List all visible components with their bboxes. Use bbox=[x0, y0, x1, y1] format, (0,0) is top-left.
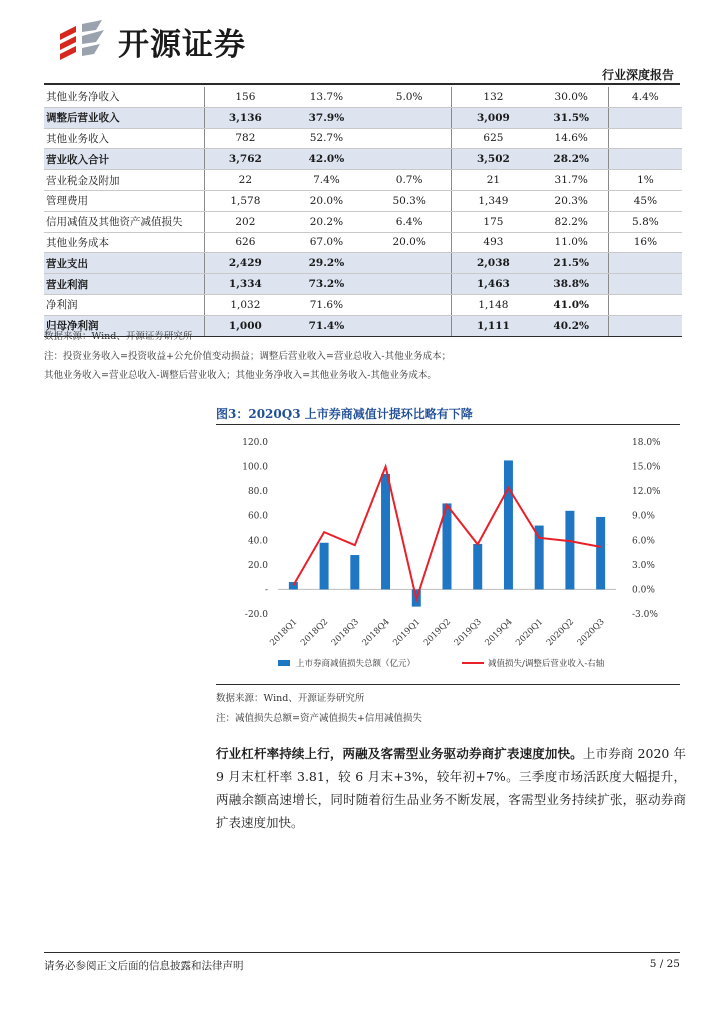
figure-divider bbox=[216, 424, 680, 425]
y-left-tick-label: 100.0 bbox=[242, 462, 268, 473]
impairment-bar bbox=[535, 526, 544, 590]
table-row bbox=[44, 232, 682, 253]
table-cell: 1,111 bbox=[452, 315, 535, 336]
table-cell: 71.6% bbox=[286, 294, 367, 315]
impairment-bar bbox=[381, 474, 390, 589]
legend-bar-label: 上市券商减值损失总额（亿元） bbox=[296, 659, 416, 669]
y-right-tick-label: 0.0% bbox=[632, 585, 655, 596]
row-label: 营业支出 bbox=[44, 253, 204, 274]
impairment-chart bbox=[216, 426, 680, 682]
table-row bbox=[44, 149, 682, 170]
row-label: 净利润 bbox=[44, 294, 204, 315]
table-cell: 175 bbox=[452, 211, 535, 232]
table-cell: 14.6% bbox=[535, 128, 609, 149]
table-cell: 28.2% bbox=[535, 149, 609, 170]
table-cell: 71.4% bbox=[286, 315, 367, 336]
impairment-bar bbox=[289, 582, 298, 589]
y-left-tick-label: 80.0 bbox=[247, 487, 268, 498]
table-cell bbox=[608, 253, 682, 274]
table-cell: 30.0% bbox=[535, 87, 609, 107]
table-cell: 13.7% bbox=[286, 87, 367, 107]
table-cell: 1,334 bbox=[204, 274, 285, 295]
table-cell bbox=[367, 107, 452, 128]
impairment-bar bbox=[350, 555, 359, 589]
table-note: 其他业务收入=营业总收入-调整后营业收入；其他业务净收入=其他业务收入-其他业务成本。 bbox=[44, 370, 437, 381]
table-cell: 31.5% bbox=[535, 107, 609, 128]
row-label: 其他业务收入 bbox=[44, 128, 204, 149]
row-label: 调整后营业收入 bbox=[44, 107, 204, 128]
y-left-tick-label: 60.0 bbox=[247, 511, 268, 522]
table-cell: 5.8% bbox=[608, 211, 682, 232]
table-cell: 3,502 bbox=[452, 149, 535, 170]
table-cell bbox=[367, 253, 452, 274]
table-cell bbox=[608, 315, 682, 336]
legend-bar-swatch bbox=[278, 660, 290, 666]
table-cell: 21 bbox=[452, 170, 535, 191]
table-cell: 50.3% bbox=[367, 190, 452, 211]
table-cell: 52.7% bbox=[286, 128, 367, 149]
page-number: 5 / 25 bbox=[649, 958, 680, 970]
table-cell: 37.9% bbox=[286, 107, 367, 128]
table-cell: 22 bbox=[204, 170, 285, 191]
header-divider bbox=[44, 83, 680, 85]
impairment-bar bbox=[565, 511, 574, 590]
x-tick-label: 2019Q1 bbox=[391, 617, 423, 649]
table-cell bbox=[367, 315, 452, 336]
table-cell bbox=[367, 128, 452, 149]
figure-note: 注：减值损失总额=资产减值损失+信用减值损失 bbox=[216, 713, 422, 724]
table-row bbox=[44, 170, 682, 191]
x-tick-label: 2019Q2 bbox=[421, 617, 454, 649]
company-logo bbox=[56, 18, 246, 64]
row-label: 信用减值及其他资产减值损失 bbox=[44, 211, 204, 232]
y-left-tick-label: 120.0 bbox=[242, 438, 268, 448]
y-right-tick-label: 6.0% bbox=[632, 536, 655, 547]
table-cell: 2,038 bbox=[452, 253, 535, 274]
y-left-tick-label: -20.0 bbox=[244, 610, 268, 620]
table-cell: 73.2% bbox=[286, 274, 367, 295]
table-cell: 202 bbox=[204, 211, 285, 232]
table-cell: 6.4% bbox=[367, 211, 452, 232]
y-right-tick-label: 18.0% bbox=[632, 438, 661, 448]
table-cell: 3,762 bbox=[204, 149, 285, 170]
impairment-bar bbox=[473, 544, 482, 589]
table-cell: 3,009 bbox=[452, 107, 535, 128]
table-note: 注：投资业务收入=投资收益+公允价值变动损益；调整后营业收入=营业总收入-其他业务成本； bbox=[44, 351, 452, 362]
financial-table bbox=[44, 87, 682, 337]
table-cell bbox=[608, 274, 682, 295]
table-cell: 493 bbox=[452, 232, 535, 253]
table-cell: 1,148 bbox=[452, 294, 535, 315]
brand-mark-icon bbox=[56, 20, 108, 62]
row-label: 其他业务净收入 bbox=[44, 87, 204, 107]
table-cell: 782 bbox=[204, 128, 285, 149]
table-cell: 132 bbox=[452, 87, 535, 107]
table-cell bbox=[367, 294, 452, 315]
row-label: 归母净利润 bbox=[44, 315, 204, 336]
row-label: 营业收入合计 bbox=[44, 149, 204, 170]
y-right-tick-label: 9.0% bbox=[632, 511, 655, 522]
table-cell: 41.0% bbox=[535, 294, 609, 315]
table-cell: 1,463 bbox=[452, 274, 535, 295]
y-right-tick-label: 15.0% bbox=[632, 462, 661, 473]
footer-divider bbox=[44, 952, 680, 953]
x-tick-label: 2018Q3 bbox=[329, 617, 361, 649]
figure-divider bbox=[216, 684, 680, 685]
table-cell: 45% bbox=[608, 190, 682, 211]
table-cell bbox=[367, 274, 452, 295]
table-row bbox=[44, 128, 682, 149]
brand-name: 开源证券 bbox=[118, 26, 246, 63]
x-tick-label: 2018Q1 bbox=[268, 617, 300, 649]
y-right-tick-label: 12.0% bbox=[632, 487, 661, 498]
table-cell: 21.5% bbox=[535, 253, 609, 274]
table-row bbox=[44, 107, 682, 128]
table-source: 数据来源：Wind、开源证券研究所 bbox=[44, 331, 193, 342]
table-row bbox=[44, 253, 682, 274]
table-cell: 40.2% bbox=[535, 315, 609, 336]
x-tick-label: 2018Q4 bbox=[360, 617, 392, 649]
row-label: 营业税金及附加 bbox=[44, 170, 204, 191]
table-cell bbox=[608, 128, 682, 149]
table-cell: 1% bbox=[608, 170, 682, 191]
table-cell bbox=[367, 149, 452, 170]
footer-disclaimer: 请务必参阅正文后面的信息披露和法律声明 bbox=[44, 960, 244, 972]
legend-line-label: 减值损失/调整后营业收入-右轴 bbox=[488, 659, 605, 669]
table-cell: 156 bbox=[204, 87, 285, 107]
table-cell: 20.3% bbox=[535, 190, 609, 211]
table-cell: 29.2% bbox=[286, 253, 367, 274]
table-cell: 20.2% bbox=[286, 211, 367, 232]
impairment-bar bbox=[320, 543, 329, 590]
y-left-tick-label: 40.0 bbox=[247, 536, 268, 547]
table-cell: 11.0% bbox=[535, 232, 609, 253]
row-label: 管理费用 bbox=[44, 190, 204, 211]
table-cell: 7.4% bbox=[286, 170, 367, 191]
table-cell: 16% bbox=[608, 232, 682, 253]
body-paragraph bbox=[216, 742, 686, 834]
table-cell: 1,032 bbox=[204, 294, 285, 315]
table-cell: 0.7% bbox=[367, 170, 452, 191]
x-tick-label: 2019Q4 bbox=[483, 617, 515, 649]
x-tick-label: 2020Q2 bbox=[544, 617, 577, 649]
table-row bbox=[44, 294, 682, 315]
table-cell: 38.8% bbox=[535, 274, 609, 295]
table-cell: 2,429 bbox=[204, 253, 285, 274]
table-cell: 20.0% bbox=[367, 232, 452, 253]
y-left-tick-label: - bbox=[264, 585, 268, 596]
table-cell: 20.0% bbox=[286, 190, 367, 211]
table-cell: 1,349 bbox=[452, 190, 535, 211]
x-tick-label: 2019Q3 bbox=[452, 617, 484, 649]
report-type: 行业深度报告 bbox=[601, 68, 674, 82]
paragraph-body: 上市券商 2020 年 9 月末杠杆率 3.81，较 6 月末+3%，较年初+7%。三季度市场活跃度大幅提升，两融余额高速增长，同时随着衍生品业务不断发展，客需型业务持续扩张，驱动券商扩表速度加快。 bbox=[216, 746, 686, 830]
chart-legend bbox=[278, 658, 605, 669]
table-row bbox=[44, 274, 682, 295]
x-tick-label: 2018Q2 bbox=[299, 617, 331, 649]
table-row bbox=[44, 190, 682, 211]
y-right-tick-label: -3.0% bbox=[632, 610, 658, 620]
row-label: 其他业务成本 bbox=[44, 232, 204, 253]
table-row bbox=[44, 211, 682, 232]
table-cell: 67.0% bbox=[286, 232, 367, 253]
table-cell: 1,000 bbox=[204, 315, 285, 336]
y-left-tick-label: 20.0 bbox=[247, 560, 268, 571]
table-cell: 42.0% bbox=[286, 149, 367, 170]
impairment-bar bbox=[504, 460, 513, 589]
y-right-tick-label: 3.0% bbox=[632, 560, 655, 571]
table-cell: 31.7% bbox=[535, 170, 609, 191]
table-cell: 82.2% bbox=[535, 211, 609, 232]
paragraph-lead: 行业杠杆率持续上行，两融及客需型业务驱动券商扩表速度加快。 bbox=[216, 746, 583, 761]
table-cell bbox=[608, 294, 682, 315]
x-tick-label: 2020Q1 bbox=[514, 617, 546, 649]
x-tick-label: 2020Q3 bbox=[575, 617, 607, 649]
row-label: 营业利润 bbox=[44, 274, 204, 295]
figure-title: 图3：2020Q3 上市券商减值计提环比略有下降 bbox=[216, 407, 473, 421]
impairment-bar bbox=[596, 517, 605, 589]
table-cell: 3,136 bbox=[204, 107, 285, 128]
table-cell: 4.4% bbox=[608, 87, 682, 107]
table-row bbox=[44, 87, 682, 107]
table-cell: 5.0% bbox=[367, 87, 452, 107]
table-cell bbox=[608, 149, 682, 170]
figure-source: 数据来源：Wind、开源证券研究所 bbox=[216, 693, 365, 704]
table-cell bbox=[608, 107, 682, 128]
table-cell: 1,578 bbox=[204, 190, 285, 211]
table-cell: 625 bbox=[452, 128, 535, 149]
table-cell: 626 bbox=[204, 232, 285, 253]
